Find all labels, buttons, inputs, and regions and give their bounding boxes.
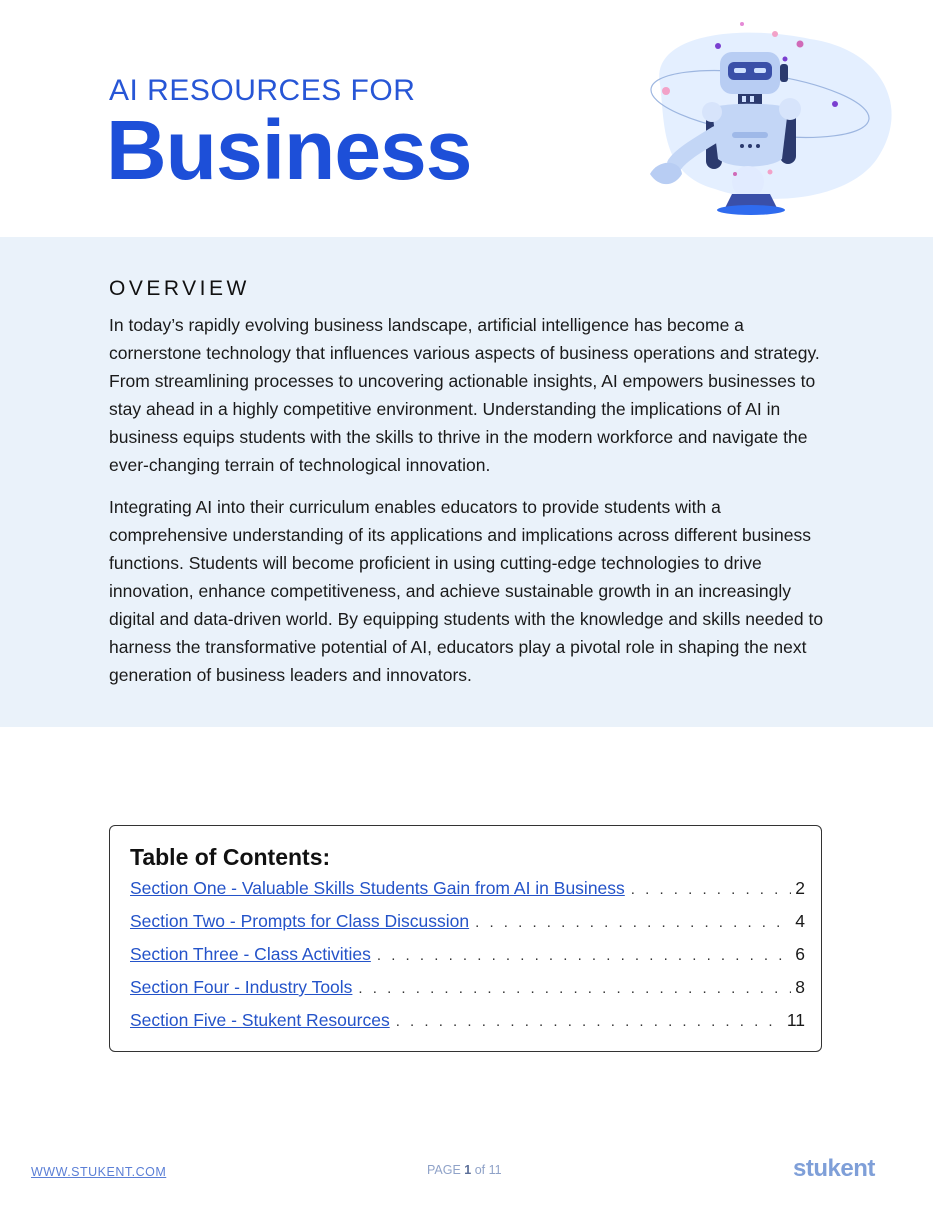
toc-item-section-one: [130, 878, 805, 911]
overview-heading: OVERVIEW: [109, 277, 250, 300]
toc-item-section-three: [130, 944, 805, 977]
toc-leader-dots: [377, 947, 791, 964]
page-total: 11: [488, 1163, 502, 1177]
toc-link-section-five[interactable]: Section Five - Stukent Resources: [130, 1010, 390, 1030]
page-current: 1: [464, 1163, 472, 1177]
toc-page-number: 11: [786, 1010, 805, 1030]
toc-leader-dots: [475, 914, 791, 931]
page-label: PAGE: [427, 1163, 461, 1177]
footer-page-indicator: [427, 1163, 502, 1177]
footer-website-link[interactable]: WWW.STUKENT.COM: [31, 1165, 167, 1179]
toc-link-section-two[interactable]: Section Two - Prompts for Class Discussion: [130, 911, 470, 931]
page-header: [0, 0, 933, 237]
page-of: of: [474, 1163, 486, 1177]
stukent-logo: stukent: [793, 1155, 875, 1182]
toc-link-section-one[interactable]: Section One - Valuable Skills Students Gain from AI in Business: [130, 878, 625, 898]
toc-page-number: 6: [795, 944, 805, 964]
toc-title: Table of Contents:: [130, 844, 331, 870]
title-kicker: AI RESOURCES FOR: [109, 74, 416, 107]
toc-leader-dots: [396, 1013, 783, 1030]
toc-list: [130, 878, 805, 1043]
toc-link-section-four[interactable]: Section Four - Industry Tools: [130, 977, 353, 997]
overview-paragraph-2: Integrating AI into their curriculum enables educators to provide students with a comprehensive understanding of its applications and implications across different business functions. Students will become proficient in using cutting-edge technologies to drive innovation, enhance competitiveness, and achieve sustainable growth in an increasingly digital and data-driven world. By equipping students with the knowledge and skills needed to harness the transformative potential of AI, educators play a pivotal role in shaping the next generation of business leaders and innovators.: [109, 497, 824, 685]
robot-icon: [620, 14, 900, 224]
toc-item-section-five: [130, 1010, 805, 1043]
toc-item-section-four: [130, 977, 805, 1010]
overview-paragraph-1: In today’s rapidly evolving business landscape, artificial intelligence has become a cornerstone technology that influences various aspects of business operations and strategy. From streamlining processes to uncovering actionable insights, AI empowers businesses to stay ahead in a highly competitive environment. Understanding the implications of AI in business equips students with the skills to thrive in the modern workforce and navigate the ever-changing terrain of technological innovation.: [109, 315, 820, 475]
toc-page-number: 2: [795, 878, 805, 898]
page-title: Business: [106, 103, 472, 197]
table-of-contents: [109, 825, 822, 1052]
overview-section: [0, 237, 933, 727]
toc-page-number: 8: [795, 977, 805, 997]
toc-item-section-two: [130, 911, 805, 944]
toc-page-number: 4: [795, 911, 805, 931]
toc-link-section-three[interactable]: Section Three - Class Activities: [130, 944, 371, 964]
toc-leader-dots: [358, 980, 791, 997]
toc-leader-dots: [631, 881, 791, 898]
